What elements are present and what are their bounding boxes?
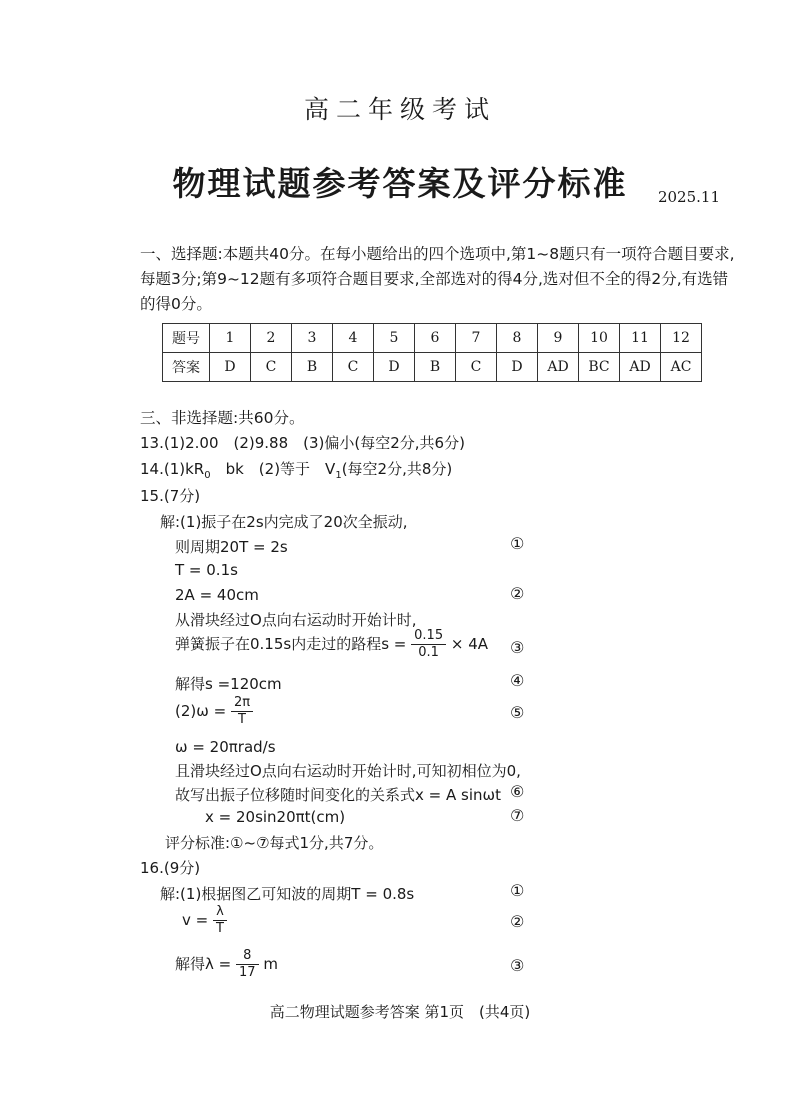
table-answer-cell: BC — [579, 353, 620, 382]
q15-line-12: x = 20sin20πt(cm) — [205, 808, 346, 826]
q16-title: 16.(9分) — [140, 859, 201, 877]
q16-line-3 — [175, 948, 278, 981]
q16-lambda-unit: m — [263, 955, 278, 973]
answer-table — [162, 323, 702, 382]
q15-path-text: 弹簧振子在0.15s内走过的路程s = — [175, 635, 407, 653]
q16-eq-number-1: ① — [510, 881, 525, 900]
fraction-numerator: 0.15 — [411, 628, 446, 645]
q15-line-1: 解:(1)振子在2s内完成了20次全振动, — [160, 513, 408, 531]
q15-line-11: 故写出振子位移随时间变化的关系式x = A sinωt — [175, 786, 501, 804]
q16-line-1: 解:(1)根据图乙可知波的周期T = 0.8s — [160, 885, 415, 903]
answer-table-header-row — [163, 324, 702, 353]
q15-omega-fraction — [231, 695, 253, 728]
q14-subscript-2: 1 — [335, 470, 342, 481]
q15-title: 15.(7分) — [140, 487, 201, 505]
q14-part-b: bk (2)等于 V — [210, 460, 336, 478]
q15-line-5: 从滑块经过O点向右运动时开始计时, — [175, 611, 417, 629]
document-title: 物理试题参考答案及评分标准 — [172, 164, 628, 203]
table-question-number: 3 — [292, 324, 333, 353]
q15-eq-number-5: ⑤ — [510, 703, 525, 722]
table-answer-cell: D — [374, 353, 415, 382]
q15-line-4: 2A = 40cm — [175, 586, 259, 604]
q15-line-8 — [175, 695, 253, 728]
table-answer-cell: B — [415, 353, 456, 382]
table-header-label: 题号 — [163, 324, 210, 353]
table-question-number: 9 — [538, 324, 579, 353]
q14-part-c: (每空2分,共8分) — [341, 460, 453, 478]
q16-eq-number-3: ③ — [510, 956, 525, 975]
fraction-denominator: T — [216, 921, 224, 936]
q15-eq-number-7: ⑦ — [510, 806, 525, 825]
table-answer-label: 答案 — [163, 353, 210, 382]
q16-eq-number-2: ② — [510, 912, 525, 931]
table-answer-cell: C — [333, 353, 374, 382]
fraction-denominator: 0.1 — [418, 645, 439, 660]
document-date: 2025.11 — [657, 188, 720, 206]
table-question-number: 1 — [210, 324, 251, 353]
table-question-number: 2 — [251, 324, 292, 353]
exam-title: 高二年级考试 — [303, 95, 496, 124]
table-question-number: 5 — [374, 324, 415, 353]
table-answer-cell: B — [292, 353, 333, 382]
q15-line-10: 且滑块经过O点向右运动时开始计时,可知初相位为0, — [175, 762, 521, 780]
q15-line-9: ω = 20πrad/s — [175, 738, 276, 756]
section1-instructions: 一、选择题:本题共40分。在每小题给出的四个选项中,第1~8题只有一项符合题目要求,每题3分;第9~12题有多项符合题目要求,全部选对的得4分,选对但不全的得2分,有选错的得0分。 — [140, 245, 735, 313]
fraction-numerator: 8 — [236, 948, 259, 965]
q15-path-fraction — [411, 628, 446, 661]
table-question-number: 12 — [661, 324, 702, 353]
q15-eq-number-1: ① — [510, 534, 525, 553]
table-answer-cell: D — [210, 353, 251, 382]
q16-lambda-text: 解得λ = — [175, 955, 232, 973]
q16-lambda-fraction — [236, 948, 259, 981]
q14-part-a: 14.(1)kR — [140, 460, 205, 478]
table-answer-cell: D — [497, 353, 538, 382]
fraction-denominator: 17 — [239, 965, 256, 980]
q15-eq-number-2: ② — [510, 584, 525, 603]
q15-omega-text: (2)ω = — [175, 702, 227, 720]
q15-path-multiplier: × 4A — [450, 635, 489, 653]
q15-line-6 — [175, 628, 488, 661]
q16-line-2 — [182, 904, 227, 937]
table-answer-cell: AC — [661, 353, 702, 382]
table-answer-cell: AD — [538, 353, 579, 382]
q15-eq-number-4: ④ — [510, 671, 525, 690]
q14-subscript: 0 — [204, 470, 211, 481]
table-answer-cell: C — [251, 353, 292, 382]
q16-velocity-text: v = — [182, 911, 209, 929]
q15-line-7: 解得s =120cm — [175, 675, 282, 693]
table-question-number: 6 — [415, 324, 456, 353]
q15-line-2: 则周期20T = 2s — [175, 538, 288, 556]
fraction-denominator: T — [238, 712, 246, 727]
table-question-number: 11 — [620, 324, 661, 353]
fraction-numerator: 2π — [231, 695, 253, 712]
section3-title: 三、非选择题:共60分。 — [140, 409, 305, 427]
q15-scoring: 评分标准:①~⑦每式1分,共7分。 — [165, 834, 384, 852]
q16-velocity-fraction — [213, 904, 227, 937]
q15-line-3: T = 0.1s — [175, 561, 238, 579]
table-question-number: 7 — [456, 324, 497, 353]
q15-eq-number-6: ⑥ — [510, 782, 525, 801]
table-question-number: 10 — [579, 324, 620, 353]
q13-answer: 13.(1)2.00 (2)9.88 (3)偏小(每空2分,共6分) — [140, 434, 465, 452]
table-question-number: 8 — [497, 324, 538, 353]
page-footer: 高二物理试题参考答案 第1页 (共4页) — [269, 1003, 531, 1021]
q15-eq-number-3: ③ — [510, 638, 525, 657]
answer-table-answer-row — [163, 353, 702, 382]
table-question-number: 4 — [333, 324, 374, 353]
fraction-numerator: λ — [213, 904, 227, 921]
table-answer-cell: C — [456, 353, 497, 382]
q14-answer — [140, 458, 452, 481]
table-answer-cell: AD — [620, 353, 661, 382]
